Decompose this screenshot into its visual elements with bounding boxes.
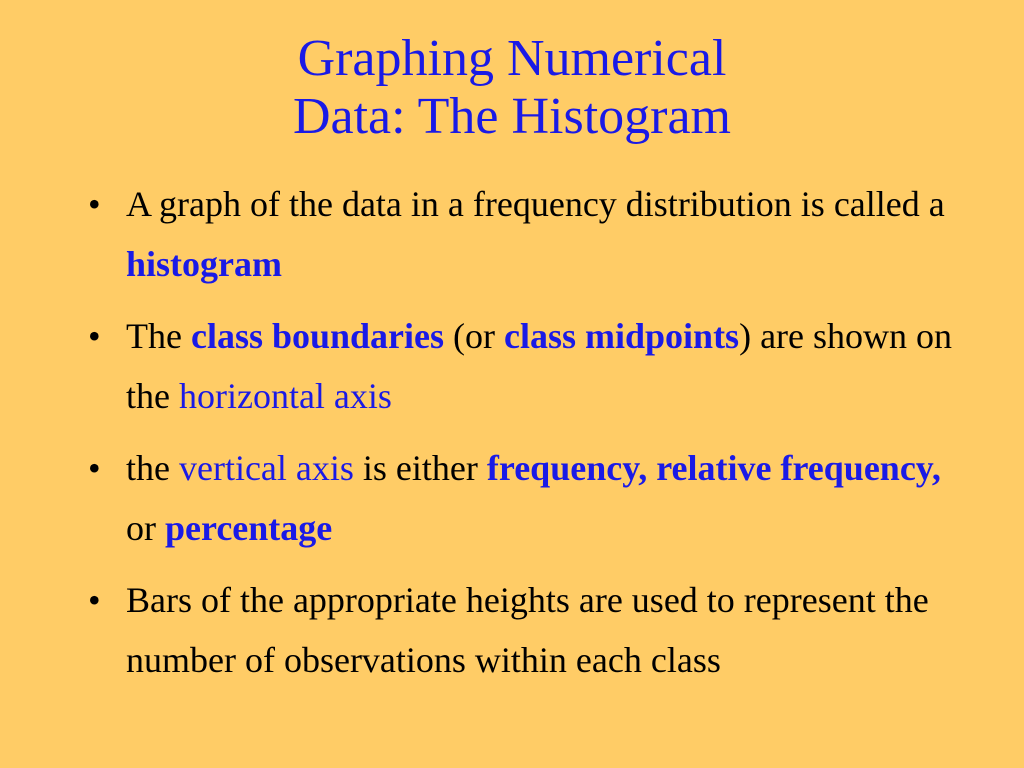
term-histogram: histogram <box>126 244 282 284</box>
term-vertical-axis: vertical axis <box>178 448 354 488</box>
bullet-text: Bars of the appropriate heights are used to represent the number of observations within each class <box>126 580 929 680</box>
term-percentage: percentage <box>165 508 333 548</box>
bullet-text: (or <box>444 316 505 356</box>
term-class-boundaries: class boundaries <box>190 316 445 356</box>
slide-title-line-2: Data: The Histogram <box>292 88 732 145</box>
bullet-item <box>84 306 964 426</box>
bullet-item <box>84 174 964 294</box>
term-class-midpoints: class midpoints <box>504 316 740 356</box>
bullet-item <box>84 570 964 690</box>
bullet-text: A graph of the data in a frequency distribution is called a <box>126 184 945 224</box>
bullet-text: The <box>126 316 191 356</box>
slide-title <box>0 30 1024 146</box>
bullet-icon: • <box>88 184 101 224</box>
bullet-icon: • <box>88 448 101 488</box>
bullet-item <box>84 438 964 558</box>
bullet-text: the <box>126 448 179 488</box>
bullet-icon: • <box>88 316 101 356</box>
bullet-text: is either <box>353 448 487 488</box>
bullet-text: ) are shown on the <box>126 316 953 416</box>
bullet-text: or <box>126 508 165 548</box>
bullet-list <box>84 174 964 702</box>
term-horizontal-axis: horizontal axis <box>178 376 392 416</box>
term-frequency-relative-frequency: frequency, relative frequency, <box>486 448 941 488</box>
bullet-icon: • <box>88 580 101 620</box>
slide-title-line-1: Graphing Numerical <box>297 30 727 87</box>
